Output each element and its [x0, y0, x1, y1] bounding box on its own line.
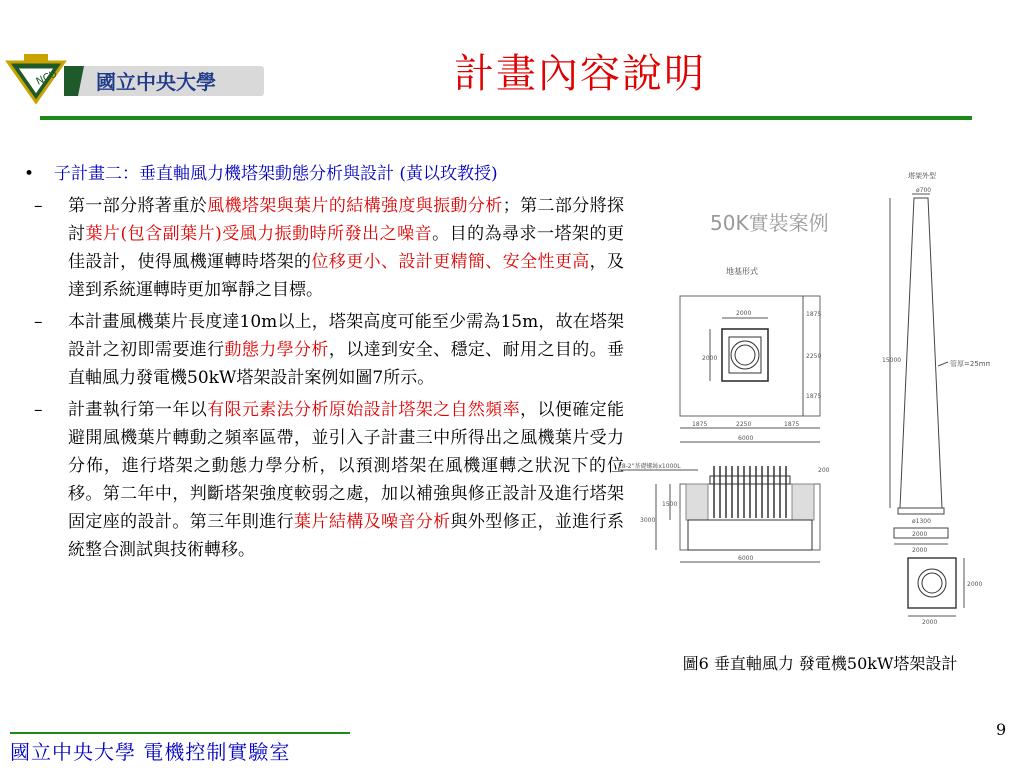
svg-text:1875: 1875	[784, 421, 800, 428]
sub1-highlight-f: 位移更小、設計更精簡、安全性更高	[311, 252, 590, 272]
main-item-text: 子計畫二：垂直軸風力機塔架動態分析與設計 (黃以玫教授)	[54, 164, 498, 184]
sub1-highlight-d: 葉片(包含副葉片)受風力振動時所發出之噪音	[85, 224, 433, 244]
sub1-text-c: ；第二部分將探討	[68, 196, 625, 244]
logo-sub-text: NCU	[34, 68, 60, 88]
university-logo	[4, 52, 266, 112]
svg-text:ø1300: ø1300	[912, 518, 931, 525]
svg-text:2250: 2250	[736, 421, 752, 428]
sub3-highlight-b: 有限元素法分析原始設計塔架之自然頻率	[207, 400, 521, 420]
sub-item-1	[24, 192, 624, 304]
tower-label: 塔架外型	[908, 172, 936, 180]
sub2-text-c: ，以達到安全、穩定、耐用之目的。垂直軸風力發電機50kW塔架設計案例如圖7所示。	[68, 340, 625, 388]
sub3-text-e: 與外型修正，並進行系統整合測試與技術轉移。	[68, 512, 625, 560]
page-number: 9	[996, 720, 1007, 739]
base-plate-plan-view	[908, 558, 982, 626]
sub2-highlight-b: 動態力學分析	[224, 340, 329, 360]
footer-divider	[10, 732, 350, 734]
title-divider	[40, 116, 972, 120]
svg-text:2000: 2000	[736, 310, 752, 317]
dash-icon: –	[34, 196, 43, 216]
page-title: 計畫內容說明	[454, 51, 706, 97]
foundation-section-view	[618, 462, 830, 562]
svg-text:200: 200	[818, 467, 830, 474]
svg-text:15000: 15000	[882, 357, 902, 364]
svg-text:2250: 2250	[806, 353, 822, 360]
foundation-label: 地基形式	[726, 267, 758, 276]
sub1-text-g: ，及達到系統運轉時更加寧靜之目標。	[68, 252, 625, 300]
svg-text:6000: 6000	[738, 435, 754, 442]
anchor-label: 28-2"基礎螺絲x1000L	[618, 463, 681, 470]
svg-text:2000: 2000	[967, 581, 983, 588]
svg-text:6000: 6000	[738, 555, 754, 562]
sub1-text-e: 。目的為尋求一塔架的更佳設計，使得風機運轉時塔架的	[68, 224, 625, 272]
footer-lab-name: 國立中央大學 電機控制實驗室	[10, 740, 291, 764]
sub3-highlight-d: 葉片結構及噪音分析	[294, 512, 451, 532]
dash-icon: –	[34, 312, 43, 332]
case-label: 50K實裝案例	[710, 211, 829, 235]
svg-text:ø700: ø700	[916, 187, 932, 194]
sub1-highlight-b: 風機塔架與葉片的結構強度與振動分析	[207, 196, 503, 216]
svg-text:1875: 1875	[692, 421, 708, 428]
svg-text:3000: 3000	[640, 517, 656, 524]
dash-icon: –	[34, 400, 43, 420]
tower-design-figure	[618, 166, 990, 644]
sub2-text-a: 本計畫風機葉片長度達10m以上，塔架高度可能至少需為15m，故在塔架設計之初即需要進行	[68, 312, 624, 360]
sub3-text-a: 計畫執行第一年以	[68, 400, 208, 420]
main-content	[24, 160, 624, 568]
svg-text:1500: 1500	[662, 501, 678, 508]
figure-caption: 圖6 垂直軸風力 發電機50kW塔架設計	[682, 654, 958, 673]
svg-text:2000: 2000	[912, 531, 928, 538]
bullet-icon: •	[24, 164, 35, 184]
sub3-text-c: ，以便確定能避開風機葉片轉動之頻率區帶，並引入子計畫三中所得出之風機葉片受力分佈，進行塔架之動態力學分析，以預測塔架在風機運轉之狀況下的位移。第二年中，判斷塔架強度較弱之處，加以補強與修正設計及進行塔架固定座的設計。第三年則進行	[68, 400, 625, 532]
sub1-text-a: 第一部分將著重於	[68, 196, 208, 216]
foundation-plan-view	[680, 296, 821, 442]
svg-text:2000: 2000	[912, 547, 928, 554]
main-bullet-item	[24, 160, 624, 188]
svg-text:2000: 2000	[702, 355, 718, 362]
svg-text:1875: 1875	[806, 393, 822, 400]
logo-text: 國立中央大學	[96, 70, 216, 94]
svg-text:1875: 1875	[806, 311, 822, 318]
wall-thickness-label: 管厚=25mm	[950, 360, 990, 368]
sub-item-2	[24, 308, 624, 392]
svg-text:2000: 2000	[922, 619, 938, 626]
sub-item-3	[24, 396, 624, 564]
tower-elevation-view	[882, 171, 990, 554]
